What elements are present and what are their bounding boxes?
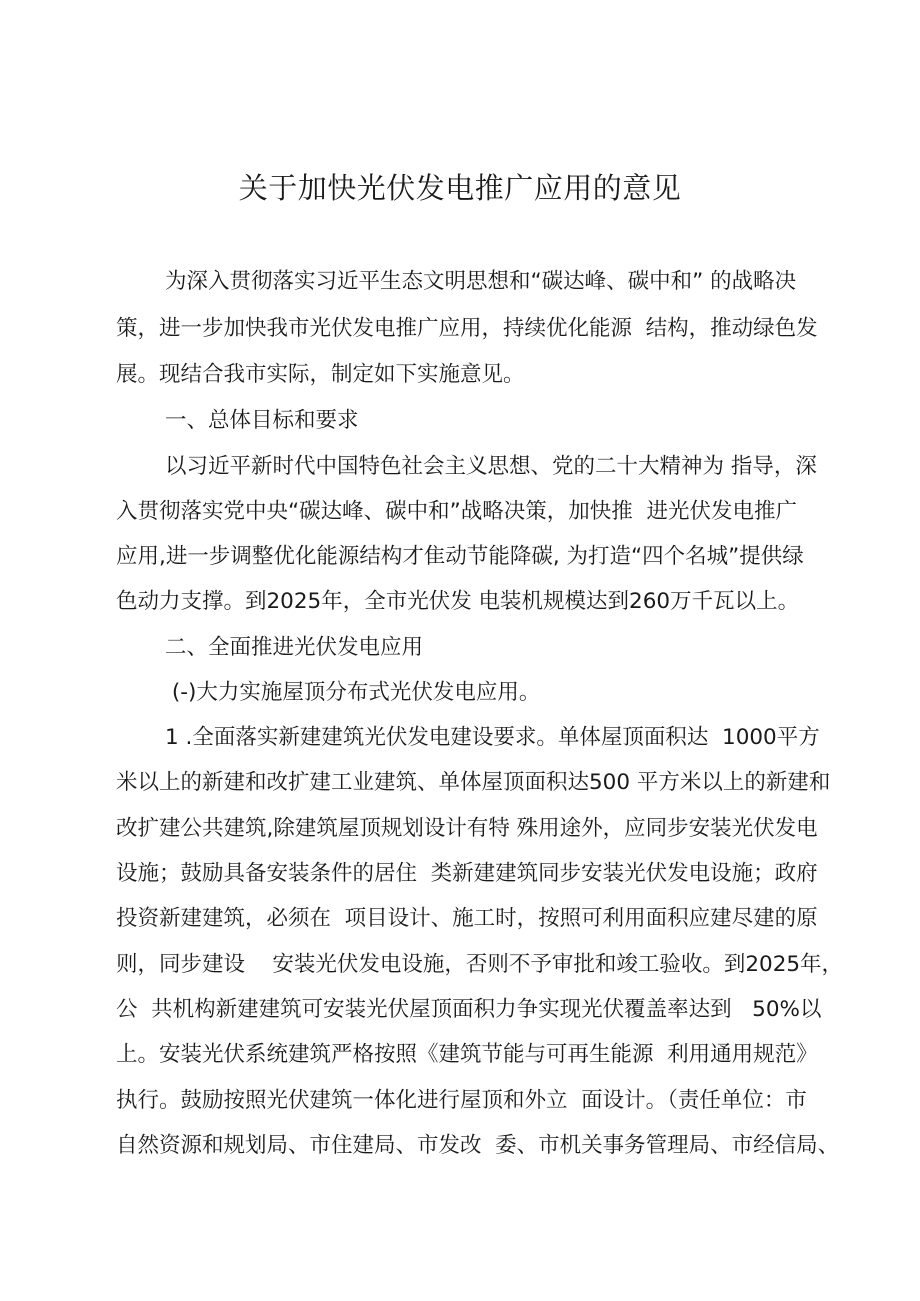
paragraph-line: 展。现结合我市实际，制定如下实施意见。 [116,362,525,387]
paragraph-line: 执行。鼓励按照光伏建筑一体化进行屋顶和外立 面设计。（责任单位：市 [116,1088,807,1113]
paragraph-line: 则，同步建设 安装光伏发电设施，否则不予审批和竣工验收。到2025年， [116,952,844,977]
paragraph-line: 入贯彻落实党中央“碳达峰、碳中和”战略决策，加快推 进光伏发电推广 [116,499,797,524]
paragraph-line: 上。安装光伏系统建筑严格按照《建筑节能与可再生能源 利用通用规范》 [116,1042,818,1067]
document-title: 关于加快光伏发电推广应用的意见 [238,171,682,205]
paragraph-line: 应用,进一步调整优化能源结构才隹动节能降碳, 为打造“四个名城”提供绿 [116,544,804,569]
paragraph-line: 自然资源和规划局、市住建局、市发改 委、市机关事务管理局、市经信局、 [116,1133,840,1158]
section-heading: 二、全面推进光伏发电应用 [165,635,424,660]
paragraph-line: 改扩建公共建筑,除建筑屋顶规划设计有特 殊用途外，应同步安装光伏发电 [116,816,818,841]
paragraph-line: 米以上的新建和改扩建工业建筑、单体屋顶面积达500 平方米以上的新建和 [116,770,831,795]
paragraph-line: 为深入贯彻落实习近平生态文明思想和“碳达峰、碳中和” 的战略决 [165,269,797,294]
paragraph-line: 公 共机构新建建筑可安装光伏屋顶面积力争实现光伏覆盖率达到 50%以 [116,997,822,1022]
paragraph-line: 1 .全面落实新建建筑光伏发电建设要求。单体屋顶面积达 1000平方 [165,725,820,750]
paragraph-line: 设施；鼓励具备安装条件的居住 类新建建筑同步安装光伏发电设施；政府 [116,861,818,886]
paragraph-line: 策，进一步加快我市光伏发电推广应用，持续优化能源 结构，推动绿色发 [116,316,818,341]
paragraph-line: 色动力支撑。到2025年，全市光伏发 电装机规模达到260万千瓦以上。 [116,589,800,614]
subsection-heading: (-)大力实施屋顶分布式光伏发电应用。 [165,680,541,705]
section-heading: 一、总体目标和要求 [165,408,359,433]
paragraph-line: 投资新建建筑，必须在 项目设计、施工时，按照可利用面积应建尽建的原 [116,906,818,931]
paragraph-line: 以习近平新时代中国特色社会主义思想、党的二十大精神为 指导，深 [165,454,817,479]
